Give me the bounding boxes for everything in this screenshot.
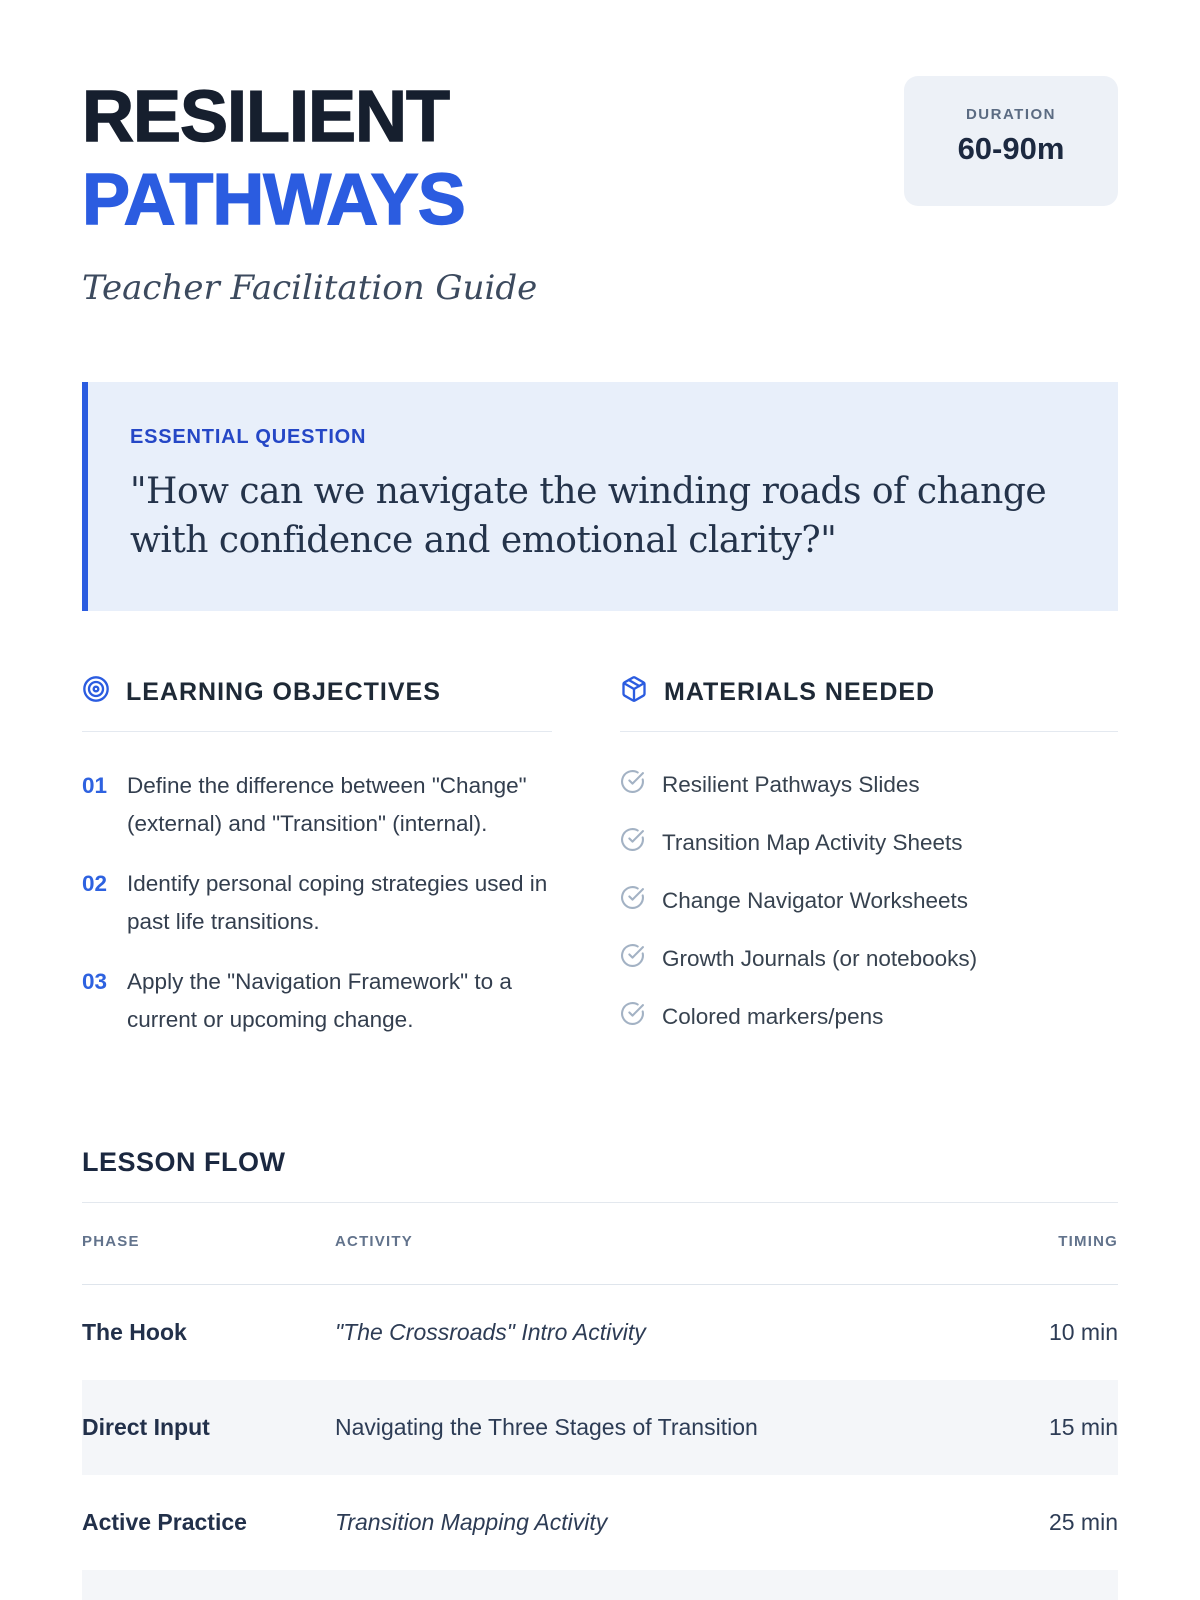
learning-objectives-heading-label: LEARNING OBJECTIVES xyxy=(126,678,441,706)
divider xyxy=(82,731,552,732)
objective-number: 02 xyxy=(82,871,108,896)
timing-cell: 10 min xyxy=(1048,1318,1118,1345)
learning-objectives-column xyxy=(82,675,552,1061)
material-text: Resilient Pathways Slides xyxy=(662,771,920,797)
duration-label: DURATION xyxy=(965,106,1057,123)
learning-objectives-heading xyxy=(82,675,552,710)
target-icon xyxy=(82,675,110,710)
table-row xyxy=(82,1285,1118,1380)
material-item xyxy=(620,769,1118,800)
materials-needed-heading-label: MATERIALS NEEDED xyxy=(664,678,936,706)
table-header-row xyxy=(82,1203,1118,1285)
check-circle-icon xyxy=(620,1001,645,1032)
phase-cell: Direct Input xyxy=(82,1413,210,1440)
check-circle-icon xyxy=(620,943,645,974)
column-header-timing: TIMING xyxy=(1008,1203,1118,1285)
check-circle-icon xyxy=(620,885,645,916)
objective-text: Apply the "Navigation Framework" to a current or upcoming change. xyxy=(127,969,512,1032)
essential-question-callout xyxy=(82,382,1118,611)
page-subtitle: Teacher Facilitation Guide xyxy=(82,268,538,308)
objectives-list xyxy=(82,767,552,1039)
objective-text: Identify personal coping strategies used in past life transitions. xyxy=(127,871,548,934)
title-block xyxy=(82,76,537,308)
material-item xyxy=(620,885,1118,916)
table-row-partial xyxy=(82,1570,1118,1600)
check-circle-icon xyxy=(620,769,645,800)
duration-badge xyxy=(904,76,1118,206)
column-header-activity: ACTIVITY xyxy=(335,1203,1008,1285)
objectives-materials-section xyxy=(82,675,1118,1061)
objective-number: 03 xyxy=(82,969,108,994)
lesson-flow-section xyxy=(82,1147,1118,1600)
essential-question-label: ESSENTIAL QUESTION xyxy=(130,426,367,448)
page-title xyxy=(82,76,537,242)
activity-cell: Navigating the Three Stages of Transition xyxy=(335,1413,758,1440)
material-text: Growth Journals (or notebooks) xyxy=(662,945,978,971)
timing-cell: 25 min xyxy=(1048,1508,1118,1535)
phase-cell: The Hook xyxy=(82,1318,187,1345)
lesson-flow-table xyxy=(82,1203,1118,1600)
objective-item xyxy=(82,865,552,941)
materials-needed-column xyxy=(620,675,1118,1061)
package-icon xyxy=(620,675,648,710)
material-item xyxy=(620,827,1118,858)
materials-needed-heading xyxy=(620,675,1118,710)
phase-cell: Active Practice xyxy=(82,1508,247,1535)
material-text: Colored markers/pens xyxy=(662,1003,884,1029)
header xyxy=(82,76,1118,308)
objective-item xyxy=(82,767,552,843)
title-line-2: PATHWAYS xyxy=(82,160,465,240)
table-row xyxy=(82,1475,1118,1570)
check-circle-icon xyxy=(620,827,645,858)
duration-value: 60-90m xyxy=(957,131,1065,166)
title-line-1: RESILIENT xyxy=(82,77,450,157)
material-text: Transition Map Activity Sheets xyxy=(662,829,963,855)
lesson-flow-heading: LESSON FLOW xyxy=(82,1147,286,1177)
material-text: Change Navigator Worksheets xyxy=(662,887,968,913)
materials-list xyxy=(620,769,1118,1032)
activity-cell: "The Crossroads" Intro Activity xyxy=(335,1318,646,1345)
column-header-phase: PHASE xyxy=(82,1203,335,1285)
objective-number: 01 xyxy=(82,773,108,798)
material-item xyxy=(620,1001,1118,1032)
material-item xyxy=(620,943,1118,974)
activity-cell: Transition Mapping Activity xyxy=(335,1508,608,1535)
objective-item xyxy=(82,963,552,1039)
objective-text: Define the difference between "Change" (external) and "Transition" (internal). xyxy=(127,773,527,836)
essential-question-text: "How can we navigate the winding roads of change with confidence and emotional clarity?" xyxy=(130,471,1047,561)
timing-cell: 15 min xyxy=(1048,1413,1118,1440)
table-row xyxy=(82,1380,1118,1475)
divider xyxy=(620,731,1118,732)
